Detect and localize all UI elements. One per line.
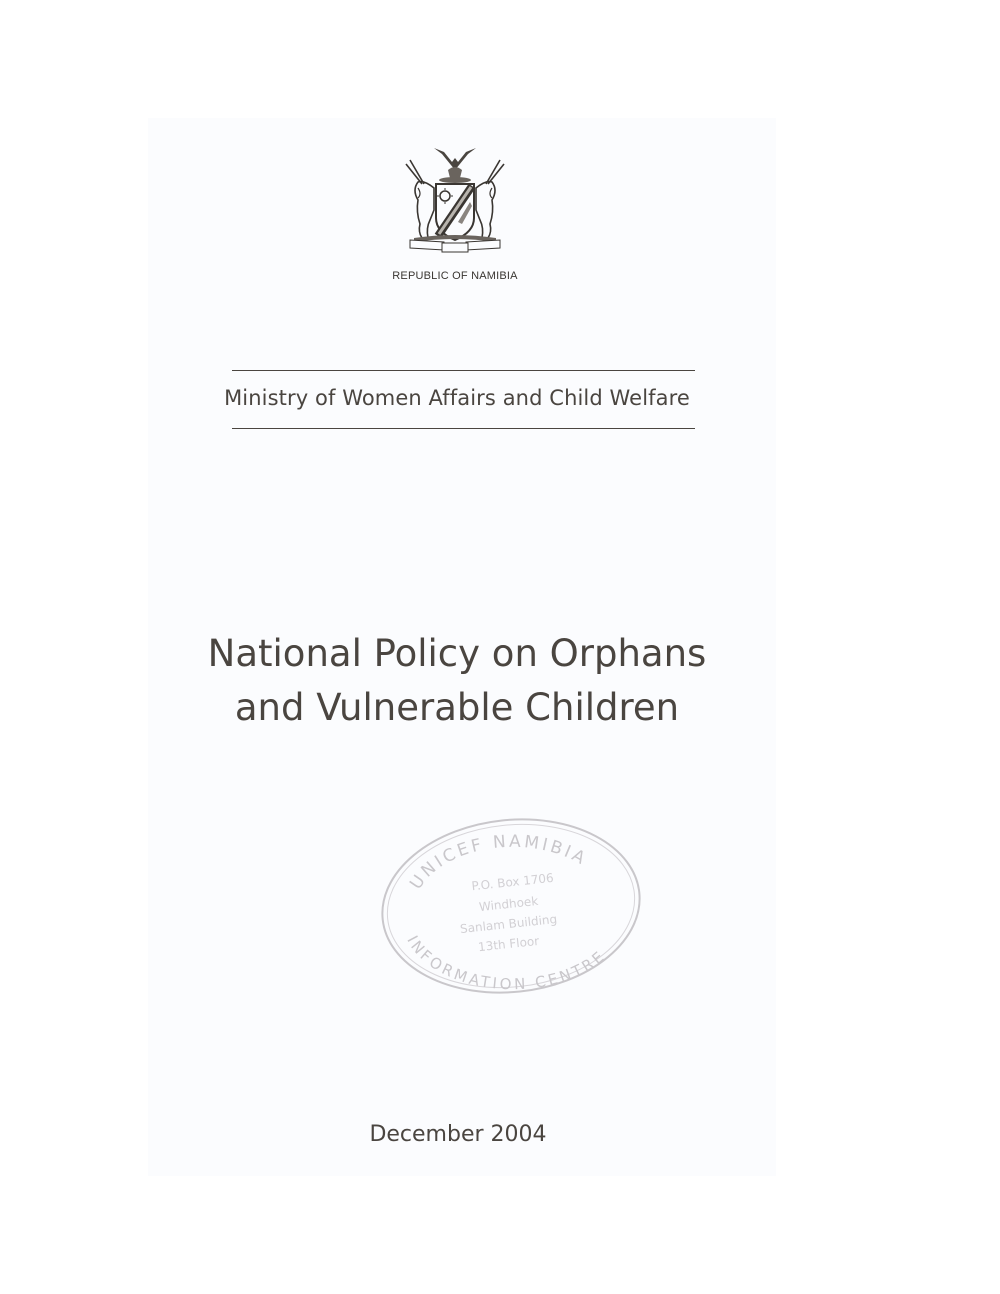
title-line-1: National Policy on Orphans	[207, 632, 707, 675]
stamp-top-text: UNICEF NAMIBIA	[406, 831, 591, 894]
document-title	[130, 627, 784, 735]
ministry-name: Ministry of Women Affairs and Child Welfare	[224, 386, 690, 410]
divider-top	[232, 370, 695, 371]
stamp-line-4: 13th Floor	[477, 933, 540, 955]
namibia-coat-of-arms-icon	[398, 140, 513, 255]
country-name: REPUBLIC OF NAMIBIA	[392, 270, 518, 282]
library-stamp	[375, 812, 645, 997]
publication-date: December 2004	[369, 1122, 547, 1147]
stamp-line-2: Windhoek	[478, 893, 539, 915]
library-stamp-icon	[375, 812, 645, 997]
coat-of-arms	[398, 140, 513, 255]
stamp-line-3: Sanlam Building	[459, 911, 558, 937]
title-line-2: and Vulnerable Children	[234, 686, 680, 729]
stamp-line-1: P.O. Box 1706	[470, 870, 555, 894]
stamp-bottom-text: INFORMATION CENTRE	[403, 932, 610, 994]
divider-bottom	[232, 428, 695, 429]
